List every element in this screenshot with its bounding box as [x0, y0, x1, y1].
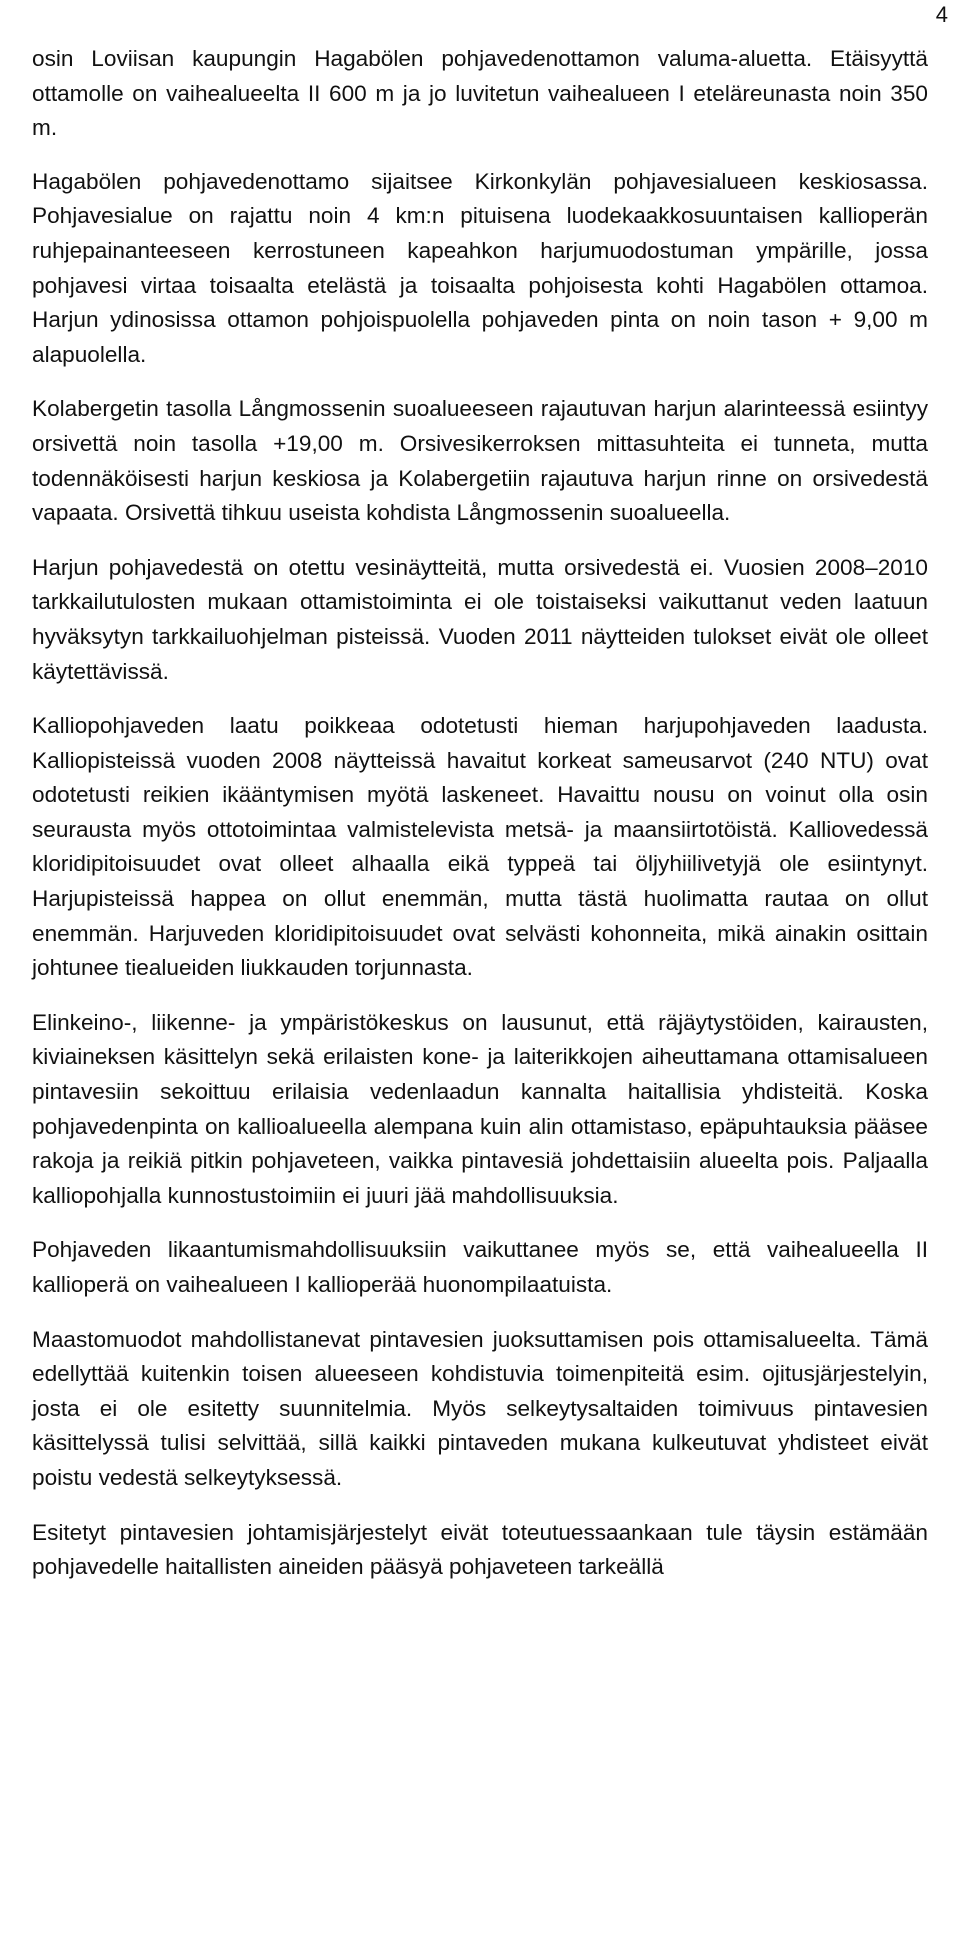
paragraph-5: Kalliopohjaveden laatu poikkeaa odotetusti hieman harjupohjaveden laadusta. Kalliopisteissä vuoden 2008 näytteissä havaitut korkeat sameusarvot (240 NTU) ovat odotetusti reikien ikääntymisen myötä laskeneet. Havaittu nousu on voinut olla osin seurausta myös ottotoimintaa valmistelevista metsä- ja maansiirtotöistä. Kalliovedessä kloridipitoisuudet ovat olleet alhaalla eikä typpeä tai öljyhiilivetyjä ole esiintynyt. Harjupisteissä happea on ollut enemmän, mutta tästä huolimatta rautaa on ollut enemmän. Harjuveden kloridipitoisuudet ovat selvästi kohonneita, mikä ainakin osittain johtunee tiealueiden liukkauden torjunnasta.	[32, 713, 928, 981]
document-body	[32, 42, 928, 1585]
paragraph-1: osin Loviisan kaupungin Hagabölen pohjavedenottamon valuma-aluetta. Etäisyyttä ottamolle on vaihealueelta II 600 m ja jo luvitetun vaihealueen I eteläreunasta noin 350 m.	[32, 46, 928, 141]
page-number: 4	[935, 2, 948, 27]
paragraph-8: Maastomuodot mahdollistanevat pintavesien juoksuttamisen pois ottamisalueelta. Tämä edellyttää kuitenkin toisen alueeseen kohdistuvia toimenpiteitä esim. ojitusjärjestelyin, josta ei ole esitetty suunnitelmia. Myös selkeytysaltaiden toimivuus pintavesien käsittelyssä tulisi selvittää, sillä kaikki pintaveden mukana kulkeutuvat yhdisteet eivät poistu vedestä selkeytyksessä.	[32, 1326, 928, 1490]
paragraph-2: Hagabölen pohjavedenottamo sijaitsee Kirkonkylän pohjavesialueen keskiosassa. Pohjavesialue on rajattu noin 4 km:n pituisena luodekaakkosuuntaisen kallioperän ruhjepainanteeseen kerrostuneen kapeahkon harjumuodostuman ympärille, jossa pohjavesi virtaa toisaalta etelästä ja toisaalta pohjoisesta kohti Hagabölen ottamoa. Harjun ydinosissa ottamon pohjoispuolella pohjaveden pinta on noin tason + 9,00 m alapuolella.	[32, 168, 928, 367]
paragraph-3: Kolabergetin tasolla Långmossenin suoalueeseen rajautuvan harjun alarinteessä esiintyy orsivettä noin tasolla +19,00 m. Orsivesikerroksen mittasuhteita ei tunneta, mutta todennäköisesti harjun keskiosa ja Kolabergetiin rajautuva harjun rinne on orsivedestä vapaata. Orsivettä tihkuu useista kohdista Långmossenin suoalueella.	[32, 396, 928, 526]
paragraph-6: Elinkeino-, liikenne- ja ympäristökeskus on lausunut, että räjäytystöiden, kairausten, kiviaineksen käsittelyn sekä erilaisten kone- ja laiterikkojen aiheuttamana ottamisalueen pintavesiin sekoittuu erilaisia vedenlaadun kannalta haitallisia yhdisteitä. Koska pohjavedenpinta on kallioalueella alempana kuin alin ottamistaso, epäpuhtauksia pääsee rakoja ja reikiä pitkin pohjaveteen, vaikka pintavesiä johdettaisiin alueelta pois. Paljaalla kalliopohjalla kunnostustoimiin ei juuri jää mahdollisuuksia.	[32, 1009, 928, 1208]
paragraph-4: Harjun pohjavedestä on otettu vesinäytteitä, mutta orsivedestä ei. Vuosien 2008–2010 tarkkailutulosten mukaan ottamistoiminta ei ole toistaiseksi vaikuttanut veden laatuun hyväksytyn tarkkailuohjelman pisteissä. Vuoden 2011 näytteiden tulokset eivät ole olleet käytettävissä.	[32, 554, 928, 684]
paragraph-9: Esitetyt pintavesien johtamisjärjestelyt eivät toteutuessaankaan tule täysin estämään pohjavedelle haitallisten aineiden pääsyä pohjaveteen tarkeällä	[32, 1519, 928, 1580]
paragraph-7: Pohjaveden likaantumismahdollisuuksiin vaikuttanee myös se, että vaihealueella II kallioperä on vaihealueen I kallioperää huonompilaatuista.	[32, 1237, 928, 1297]
